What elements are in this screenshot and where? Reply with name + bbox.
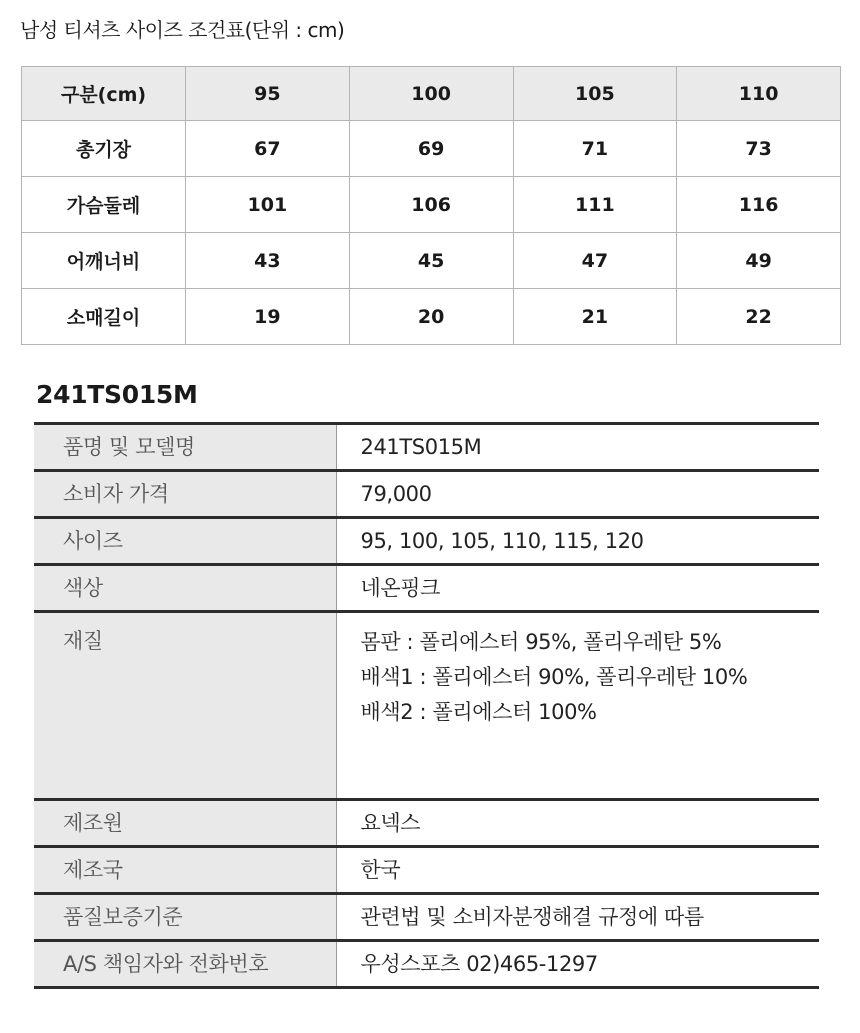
size-cell: 73 <box>677 121 841 177</box>
info-key: 재질 <box>34 612 336 800</box>
info-row-model <box>34 424 819 471</box>
size-cell: 71 <box>513 121 677 177</box>
size-row-label: 소매길이 <box>22 289 186 345</box>
size-chart-title: 남성 티셔츠 사이즈 조건표(단위 : cm) <box>20 18 345 42</box>
size-row-shoulder <box>22 233 841 289</box>
size-cell: 21 <box>513 289 677 345</box>
size-cell: 101 <box>186 177 350 233</box>
size-cell: 111 <box>513 177 677 233</box>
size-row-label: 가슴둘레 <box>22 177 186 233</box>
size-cell: 106 <box>349 177 513 233</box>
size-header-row <box>22 67 841 121</box>
size-cell: 47 <box>513 233 677 289</box>
size-cell: 22 <box>677 289 841 345</box>
info-key: 사이즈 <box>34 518 336 565</box>
info-value: 관련법 및 소비자분쟁해결 규정에 따름 <box>360 905 704 929</box>
info-value: 네온핑크 <box>360 576 441 600</box>
info-row-price <box>34 471 819 518</box>
info-key: 색상 <box>34 565 336 612</box>
product-info-table <box>34 422 819 989</box>
size-row-chest <box>22 177 841 233</box>
size-header-label: 구분(cm) <box>22 67 186 121</box>
info-row-material <box>34 612 819 800</box>
size-cell: 49 <box>677 233 841 289</box>
material-line: 배색2 : 폴리에스터 100% <box>360 700 597 724</box>
info-value: 요넥스 <box>360 811 421 835</box>
size-chart-table <box>21 66 841 345</box>
size-row-label: 총기장 <box>22 121 186 177</box>
info-key: 제조국 <box>34 847 336 894</box>
size-cell: 116 <box>677 177 841 233</box>
info-row-country <box>34 847 819 894</box>
size-row-total-length <box>22 121 841 177</box>
size-header-cell: 105 <box>513 67 677 121</box>
info-value: 우성스포츠 02)465-1297 <box>360 952 598 976</box>
size-header-cell: 110 <box>677 67 841 121</box>
size-header-cell: 100 <box>349 67 513 121</box>
size-row-sleeve <box>22 289 841 345</box>
info-row-as-contact <box>34 941 819 988</box>
size-cell: 19 <box>186 289 350 345</box>
size-cell: 69 <box>349 121 513 177</box>
size-cell: 67 <box>186 121 350 177</box>
size-cell: 20 <box>349 289 513 345</box>
info-row-maker <box>34 800 819 847</box>
material-line: 몸판 : 폴리에스터 95%, 폴리우레탄 5% <box>360 630 722 654</box>
info-key: 제조원 <box>34 800 336 847</box>
info-row-sizes <box>34 518 819 565</box>
info-value: 95, 100, 105, 110, 115, 120 <box>360 529 644 553</box>
info-key: A/S 책임자와 전화번호 <box>34 941 336 988</box>
info-value: 한국 <box>360 858 401 882</box>
size-row-label: 어깨너비 <box>22 233 186 289</box>
info-key: 소비자 가격 <box>34 471 336 518</box>
info-row-color <box>34 565 819 612</box>
info-value: 241TS015M <box>360 435 482 459</box>
info-value-material <box>336 612 819 800</box>
size-cell: 43 <box>186 233 350 289</box>
size-cell: 45 <box>349 233 513 289</box>
size-header-cell: 95 <box>186 67 350 121</box>
product-code-title: 241TS015M <box>36 380 198 409</box>
info-key: 품명 및 모델명 <box>34 424 336 471</box>
info-row-warranty <box>34 894 819 941</box>
material-line: 배색1 : 폴리에스터 90%, 폴리우레탄 10% <box>360 665 748 689</box>
info-key: 품질보증기준 <box>34 894 336 941</box>
info-value: 79,000 <box>360 482 432 506</box>
